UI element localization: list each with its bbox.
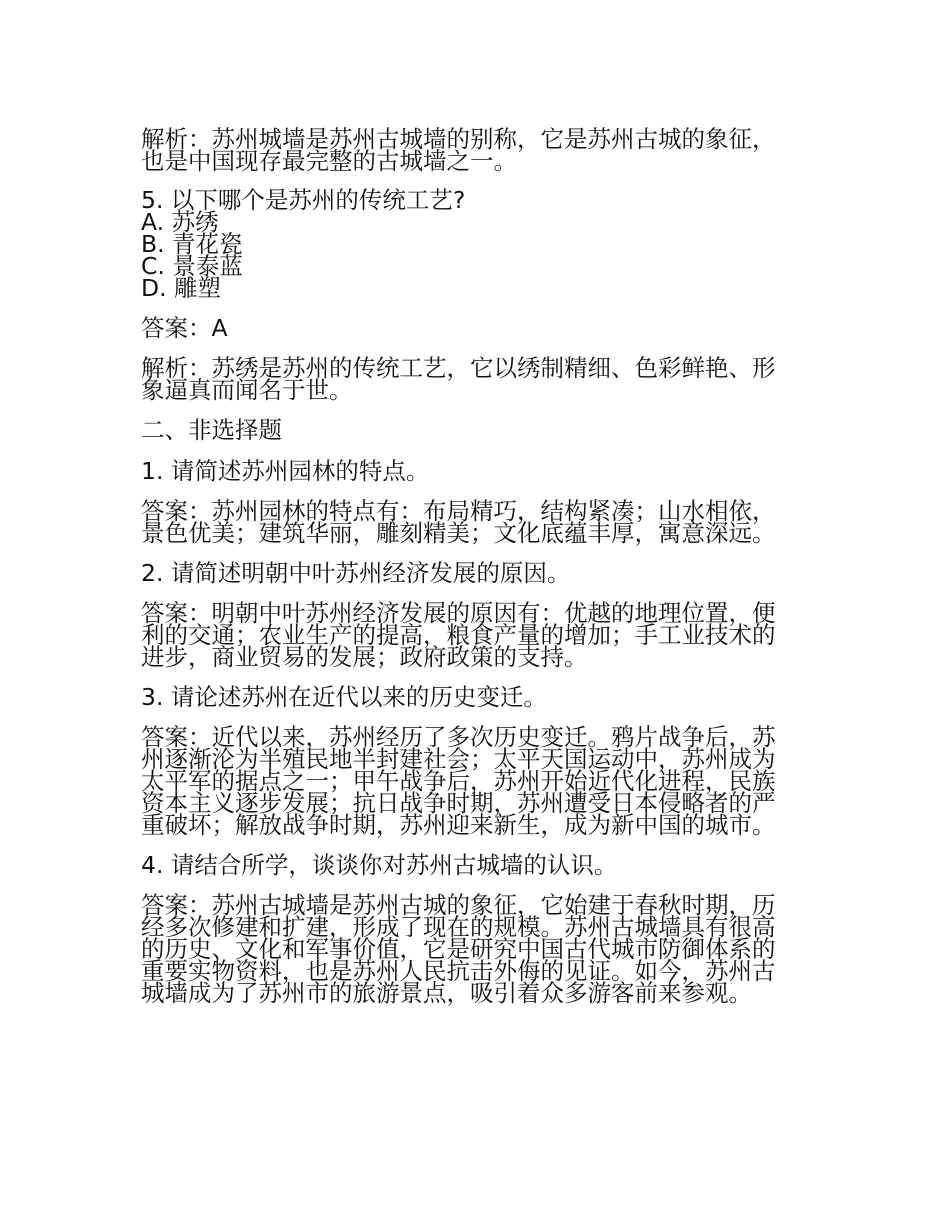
nq3-answer: 答案：近代以来，苏州经历了多次历史变迁。鸦片战争后，苏 州逐渐沦为半殖民地半封建社会；太平天国运动中，苏州成为 太平军的据点之一；甲午战争后，苏州开始近代化进程，民族 资本主义逐步发展；抗日战争时期，苏州遭受日本侵略者的严 重破坏；解放战争时期，苏州迎来新生，成为新中国的城市。 (141, 723, 776, 839)
q5-question: 5. 以下哪个是苏州的传统工艺? (141, 186, 466, 214)
section2-heading: 二、非选择题 (141, 416, 282, 444)
document-content (141, 125, 813, 1021)
nq4-answer: 答案：苏州古城墙是苏州古城的象征，它始建于春秋时期，历 经多次修建和扩建，形成了现在的规模。苏州古城墙具有很高 的历史、文化和军事价值，它是研究中国古代城市防御体系的 重要实物资料，也是苏州人民抗击外侮的见证。如今，苏州古 城墙成为了苏州市的旅游景点，吸引着众多游客前来参观。 (141, 891, 776, 1007)
nq3-question: 3. 请论述苏州在近代以来的历史变迁。 (141, 683, 547, 711)
q5-answer: 答案：A (141, 314, 228, 342)
q5-explanation: 解析：苏绣是苏州的传统工艺，它以绣制精细、色彩鲜艳、形 象逼真而闻名于世。 (141, 354, 776, 404)
q5-option-b: B. 青花瓷 (141, 230, 243, 258)
nq1-question: 1. 请简述苏州园林的特点。 (141, 457, 430, 485)
nq2-answer: 答案：明朝中叶苏州经济发展的原因有：优越的地理位置，便 利的交通；农业生产的提高，粮食产量的增加；手工业技术的 进步，商业贸易的发展；政府政策的支持。 (141, 599, 776, 671)
q5-option-d: D. 雕塑 (141, 274, 222, 302)
q4-explanation: 解析：苏州城墙是苏州古城墙的别称，它是苏州古城的象征， 也是中国现存最完整的古城墙之一。 (141, 125, 776, 175)
q5-option-a: A. 苏绣 (141, 208, 219, 236)
nq2-question: 2. 请简述明朝中叶苏州经济发展的原因。 (141, 559, 571, 587)
q5-block (141, 186, 813, 302)
nq1-answer: 答案：苏州园林的特点有：布局精巧，结构紧凑；山水相依， 景色优美；建筑华丽，雕刻精美；文化底蕴丰厚，寓意深远。 (141, 497, 776, 547)
q5-option-c: C. 景泰蓝 (141, 252, 243, 280)
nq4-question: 4. 请结合所学，谈谈你对苏州古城墙的认识。 (141, 851, 618, 879)
